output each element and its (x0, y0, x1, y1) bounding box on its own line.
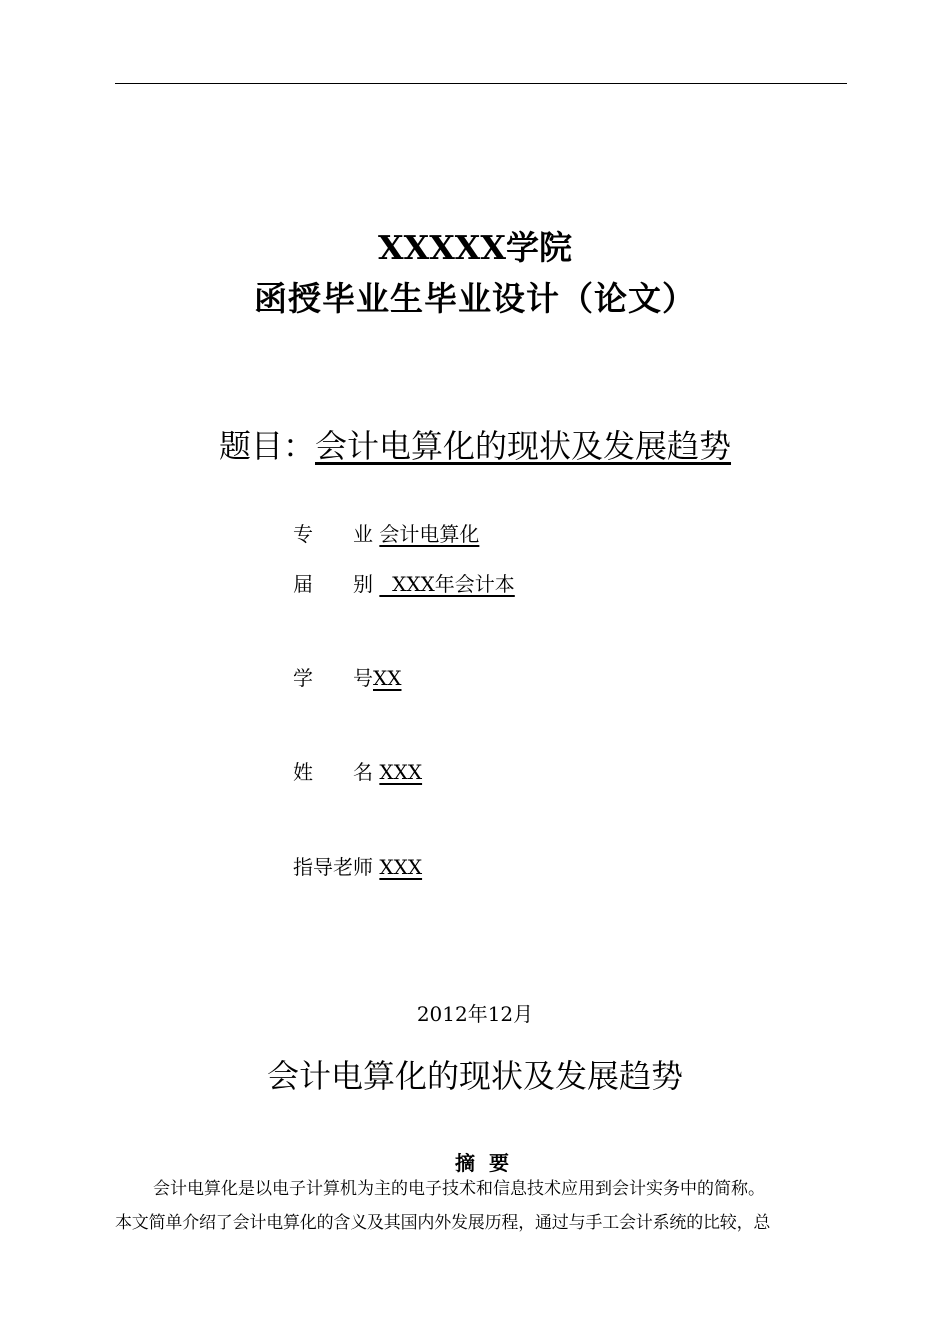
field-advisor-label: 指导老师 (293, 855, 373, 879)
field-class-label: 届 别 (293, 572, 373, 596)
abstract-line-2: 本文简单介绍了会计电算化的含义及其国内外发展历程，通过与手工会计系统的比较，总 (115, 1213, 771, 1233)
field-name-label: 姓 名 (293, 760, 373, 784)
field-name (293, 758, 422, 786)
school-name: XXXXX学院 (377, 228, 573, 267)
field-major-value: 会计电算化 (379, 522, 480, 546)
submission-date: 2012年12月 (416, 1002, 534, 1026)
paper-title: 会计电算化的现状及发展趋势 (266, 1057, 683, 1095)
header-rule (115, 83, 847, 84)
field-name-value: XXX (379, 760, 423, 784)
thesis-subtitle: 函授毕业生毕业设计（论文） (254, 279, 696, 318)
topic-line (0, 424, 950, 468)
field-major (293, 520, 479, 548)
abstract-heading: 摘要 (455, 1151, 523, 1175)
field-student-id (293, 664, 401, 692)
field-major-label: 专 业 (293, 522, 373, 546)
field-class-value: XXX年会计本 (379, 572, 515, 596)
field-advisor-value: XXX (379, 855, 423, 879)
abstract-line-1: 会计电算化是以电子计算机为主的电子技术和信息技术应用到会计实务中的简称。 (153, 1179, 765, 1199)
field-student-id-value: XX (373, 666, 402, 690)
field-advisor (293, 853, 422, 881)
topic-value: 会计电算化的现状及发展趋势 (315, 427, 732, 465)
field-student-id-label: 学 号 (293, 666, 373, 690)
topic-label: 题目： (218, 427, 315, 465)
abstract-body (115, 1172, 847, 1240)
field-class (293, 570, 515, 598)
